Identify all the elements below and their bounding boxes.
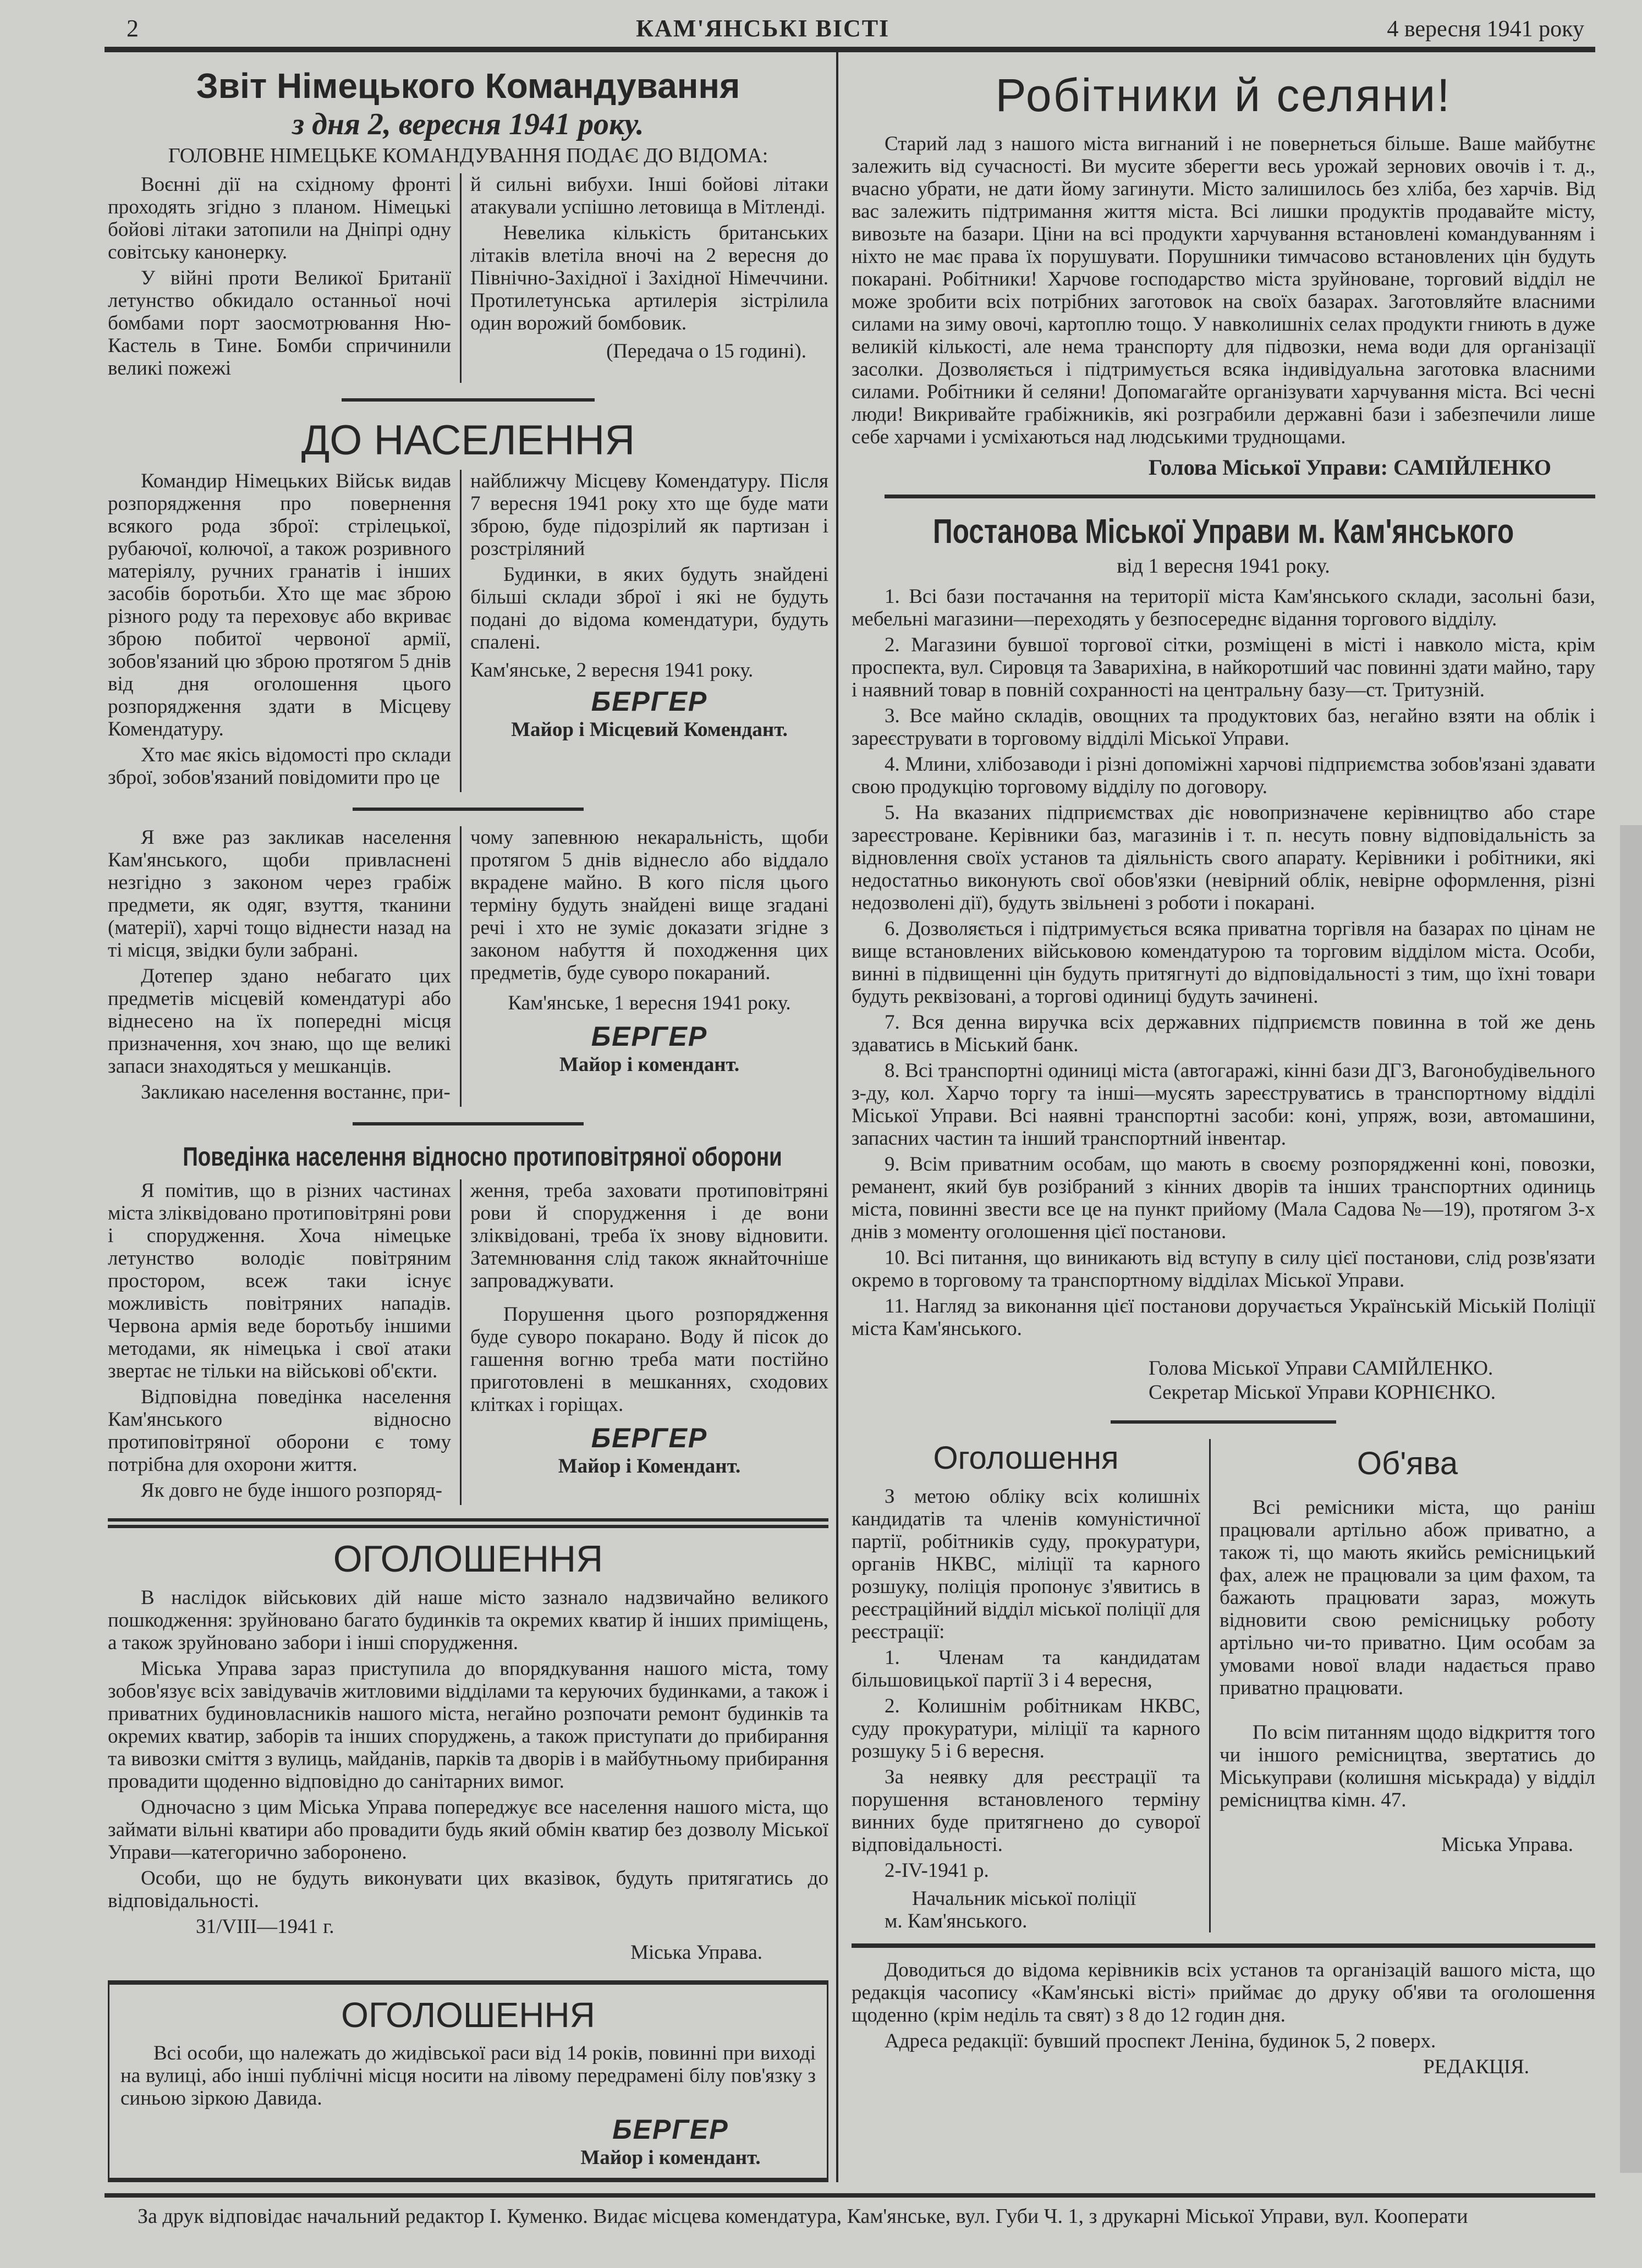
police-notice-body <box>852 1485 1200 1932</box>
newspaper-title: КАМ'ЯНСЬКІ ВІСТІ <box>636 15 890 42</box>
paragraph: Особи, що не будуть виконувати цих вказівок, будуть притягатись до відповідальності. <box>108 1867 828 1912</box>
report-subtitle: з дня 2, вересня 1941 року. <box>292 107 644 141</box>
paragraph: Всі ремісники міста, що раніш працювали артільно абож приватно, а також ті, що мають якийсь ремісницький фах, алеж не працювали за цим фахом, та бажають працювати зараз, можуть відновити свою ремісницьку роботу артільно чи-то приватно. Цим особам за умовами нової влади надається право приватно працювати. <box>1220 1496 1595 1699</box>
announcement-signature: Міська Управа. <box>630 1941 762 1964</box>
decree-item: 11. Нагляд за виконання цієї постанови доручається Українській Міській Поліції міста Кам'янського. <box>852 1295 1595 1340</box>
signature-rank: Майор і Місцевий Комендант. <box>511 718 788 741</box>
section-rule <box>1111 1420 1336 1424</box>
page-header <box>105 14 1595 42</box>
police-signature-line-1: Начальник міської поліції <box>912 1887 1136 1910</box>
double-rule-bottom <box>108 1525 828 1528</box>
paragraph: Міська Управа зараз приступила до впорядкування нашого міста, тому зобов'язує всіх завідувачів житловими відділами та керуючих будинками, а також і приватних будиновласників нашого міста, негайно розпочати ремонт будинків та окремих кватир, заборів та інших споруджень, а також приступати до прибирання та вивозки сміття з вулиць, майданів, парків та дворів і в майбутньому прибирання провадити щоденно відповідно до санітарних вимог. <box>108 1657 828 1793</box>
paragraph: Старий лад з нашого міста вигнаний і не повернеться більше. Ваше майбутнє залежить від сучасності. Ви мусите зберегти весь урожай зернових овочів і т. д., вчасно убрати, не дати йому загинути. Місто залишилось без хліба, без харчів. Від вас залежить підтримання життя міста. Всі лишки продуктів продавайте місту, вивозьте на базари. Ціни на всі продукти харчування встановлені командуванням і ніхто не має права їх порушувати. Порушники тимчасово встановлених цін будуть покарані. Робітники! Харчове господарство міста зруйноване, торговий відділ не може зробити всіх потрібних заготовок на своїх базарах. Заготовляйте власними силами на зиму овочі, картоплю тощо. У навколишніх селах продукти гниють в дуже великій кількості, але нема транспорту для підвозки, нема води для організації засолки. Дозволяється і підтримується всяка індивідуальна заготовка власними силами. Робітники й селяни! Допомагайте організувати харчування міста. Всі чесні люди! Викривайте грабіжників, які розграбили державні бази і забезпечили лише себе харчами і усміхаються над людськими труднощами. <box>852 133 1595 448</box>
air-defense-title-text: Поведінка населення відносно протиповітряної оборони <box>183 1143 782 1172</box>
decree-item: 5. На вказаних підприємствах діє новопризначене керівництво або старе зареєстроване. Керівники баз, магазинів і т. п. несуть повну відповідальність за відновлення своїх установ та діяльність свого апарату. Керівники і робітники, які недостатньо виконують свої обов'язки (невірний облік, невірне оформлення, різні недозволені дії), будуть звільнені з роботи і покарані. <box>852 801 1595 914</box>
section-rule <box>353 808 584 811</box>
decree-items <box>852 585 1595 1340</box>
section-rule <box>885 495 1595 498</box>
footer-imprint: За друк відповідає начальний редактор І. Куменко. Видає місцева комендатура, Кам'янське, вул. Губи Ч. 1, з друкарні Міської Управи, вул. Кооперати <box>138 2205 1468 2228</box>
paragraph: Адреса редакції: бувший проспект Леніна, будинок 5, 2 поверх. <box>885 2030 1436 2052</box>
police-notice-title: Оголошення <box>933 1440 1119 1476</box>
torn-edge <box>1620 825 1642 2173</box>
paragraph: Одночасно з цим Міська Управа попереджує все населення нашого міста, що займати вільні кватири або провадити будь який обмін кватир без дозволу Міської Управи—категорично заборонено. <box>108 1796 828 1864</box>
decree-item: 1. Всі бази постачання на території міста Кам'янського склади, засольні бази, мебельні магазини—переходять у безпосереднє відання торгового відділу. <box>852 585 1595 630</box>
paragraph: Закликаю населення востаннє, при- <box>141 1081 451 1103</box>
air-defense-columns <box>108 1179 828 1505</box>
signature: БЕРГЕР <box>591 686 708 717</box>
page-columns <box>105 52 1595 2182</box>
police-notice-date: 2-IV-1941 р. <box>885 1859 989 1882</box>
paragraph: Воєнні дії на східному фронті проходять згідно з планом. Німецькі бойові літаки затопили на Дніпрі одну совітську канонерку. <box>108 173 451 263</box>
report-column-2 <box>460 173 828 383</box>
section-rule <box>852 1943 1595 1948</box>
paragraph: Відповідна поведінка населення Кам'янського відносно протиповітряної оборони є тому потрібна для охорони життя. <box>108 1386 451 1476</box>
announcement-date: 31/VIII—1941 г. <box>196 1915 334 1938</box>
decree-title-text: Постанова Міської Управи м. Кам'янського <box>932 513 1514 551</box>
paragraph: Як довго не буде іншого розпоряд- <box>141 1479 442 1502</box>
notices-columns <box>852 1439 1595 1932</box>
announcement-body <box>108 1586 828 1964</box>
decree-date: від 1 вересня 1941 року. <box>1117 554 1330 578</box>
decree-item: 10. Всі питання, що виникають від вступу в силу цієї постанови, слід розв'язати окремо в торговому та транспортному відділах Міської Управи. <box>852 1246 1595 1292</box>
decree-item: 3. Все майно складів, овощних та продуктових баз, негайно взяти на облік і зареєструвати в торговому відділі Міської Управи. <box>852 705 1595 750</box>
paragraph: чому запевнюю некаральність, щоби протягом 5 днів віднесло або віддало вкрадене майно. В кого після цього терміну будуть знайдені вище згадані речі і хто не зуміє доказати згідне з законом набуття й походження цих предметів, буде суворо покараний. <box>470 826 828 984</box>
editorial-signature: РЕДАКЦІЯ. <box>1423 2056 1529 2078</box>
place-date: Кам'янське, 1 вересня 1941 року. <box>508 992 791 1014</box>
workers-signature: Голова Міської Управи: САМІЙЛЕНКО <box>1148 455 1551 480</box>
signature-rank: Майор і комендант. <box>580 2146 761 2169</box>
paragraph: Командир Німецьких Військ видав розпорядження про повернення всякого рода зброї: стрілецької, рубаючої, колючої, а також розривного матеріялу, ручних гранатів і інших засобів боротьби. Хто ще має зброю різного роду та переховує або вкриває зброю побитої червоної армії, зобов'язаний цю зброю протягом 5 днів від дня оголошення цього розпорядження здати в Місцеву Комендатуру. <box>108 470 451 740</box>
crafts-notice-body <box>1220 1496 1595 1856</box>
report-lead: ГОЛОВНЕ НІМЕЦЬКЕ КОМАНДУВАННЯ ПОДАЄ ДО ВІДОМА: <box>168 144 768 167</box>
signature: БЕРГЕР <box>591 1021 708 1052</box>
air-defense-title <box>108 1141 828 1174</box>
paragraph: 2. Колишнім робітникам НКВС, суду прокуратури, міліції та карного розшуку 5 і 6 вересня. <box>852 1695 1200 1762</box>
population-title: ДО НАСЕЛЕННЯ <box>301 417 635 464</box>
decree-item: 9. Всім приватним особам, що мають в своєму розпорядженні коні, повозки, реманент, який був розібраний з кінних дворів та інших транспортних одиниць міста, повинні звести все це на пункт прийому (Мала Садова №—19), протягом 3-х днів з моменту оголошення цієї постанови. <box>852 1153 1595 1243</box>
paragraph: ження, треба заховати протиповітряні рови й спорудження і де вони зліквідовані, треба їх знову відновити. Затемнювання слід також якнайточніше запроваджувати. <box>470 1179 828 1292</box>
paragraph: Доводиться до відома керівників всіх установ та організацій вашого міста, що редакція часопису «Кам'янські вісті» приймає до друку об'яви та оголошення щоденно (крім неділь та свят) з 8 до 12 годин дня. <box>852 1959 1595 2027</box>
signature-rank: Майор і Комендант. <box>558 1455 741 1478</box>
workers-body <box>852 133 1595 448</box>
signature: БЕРГЕР <box>591 1423 708 1453</box>
right-column <box>836 52 1595 2182</box>
appeal-columns <box>108 826 828 1107</box>
paragraph: й сильні вибухи. Інші бойові літаки атакували успішно летовища в Мітленді. <box>470 173 828 218</box>
decree-item: 8. Всі транспортні одиниці міста (автогаражі, кінні бази ДГЗ, Вагонобудівельного з-ду, кол. Харчо торгу та інші—мусять зареєструватись в транспортному відділі Міської Управи. Всі наявні транспортні засоби: коні, упряж, вози, автомашини, запасних частин та інший транспортний інвентар. <box>852 1059 1595 1150</box>
editorial-body <box>852 1959 1595 2078</box>
issue-date: 4 вересня 1941 року <box>1387 17 1584 42</box>
paragraph: 1. Членам та кандидатам більшовицької партії 3 і 4 вересня, <box>852 1646 1200 1692</box>
appeal-column-2 <box>460 826 828 1107</box>
report-note: (Передача о 15 годині). <box>606 340 806 363</box>
police-notice <box>852 1439 1209 1932</box>
paragraph: Всі особи, що належать до жидівської раси від 14 років, повинні при виході на вулиці, або інші публічні місця носити на лівому передрамені білу пов'язку з синьою зіркою Давида. <box>120 2042 816 2110</box>
signature-line: Голова Міської Управи САМІЙЛЕНКО. <box>1149 1357 1493 1380</box>
decree-signatures <box>1149 1357 1595 1405</box>
paragraph: Дотепер здано небагато цих предметів місцевій комендатурі або віднесено на їх попередні місця призначення, хоч знаю, що ще великі запаси знаходяться у мешканців. <box>108 965 451 1078</box>
crafts-notice-title: Об'ява <box>1357 1446 1458 1481</box>
announcement-title: ОГОЛОШЕННЯ <box>333 1538 603 1580</box>
crafts-notice-signature: Міська Управа. <box>1441 1833 1573 1856</box>
population-columns <box>108 470 828 792</box>
place-date: Кам'янське, 2 вересня 1941 року. <box>470 659 754 682</box>
double-rule-top <box>108 1518 828 1522</box>
signature-rank: Майор і комендант. <box>559 1053 740 1076</box>
report-columns <box>108 173 828 383</box>
paragraph: По всім питанням щодо відкриття того чи іншого ремісництва, звертатись до Міськуправи (колишня міськрада) у відділ ремісництва кімн. 47. <box>1220 1721 1595 1811</box>
page-number: 2 <box>127 15 139 42</box>
signature: БЕРГЕР <box>612 2114 729 2145</box>
paragraph: Я вже раз закликав населення Кам'янського, щоби привласнені незгідно з законом через грабіж предмети, як одяг, взуття, тканини (матерії), харчі тощо віднести назад на ті місця, звідки були забрані. <box>108 826 451 962</box>
appeal-column-1 <box>108 826 460 1107</box>
paragraph: Будинки, в яких будуть знайдені більші склади зброї і які не будуть подані до відома комендатури, будуть спалені. <box>470 563 828 654</box>
boxed-signature-block <box>539 2113 803 2170</box>
header-rule <box>105 47 1595 52</box>
report-title: Звіт Німецького Командування <box>196 66 740 106</box>
paragraph: Порушення цього розпорядження буде суворо покарано. Воду й пісок до гашення вогню треба мати постійно приготовлені в мешканнях, сходових клітках і горіщах. <box>470 1303 828 1416</box>
paragraph: У війні проти Великої Британії летунство обкидало останньої ночі бомбами порт заосмотрювання Ню-Кастель в Тине. Бомби спричинили великі пожежі <box>108 267 451 380</box>
paragraph: Хто має якісь відомості про склади зброї, зобов'язаний повідомити про це <box>108 744 451 789</box>
paragraph: За неявку для реєстрації та порушення встановленого терміну винних буде притягнено до суворої відповідальності. <box>852 1766 1200 1856</box>
signature-line: Секретар Міської Управи КОРНІЄНКО. <box>1149 1381 1496 1404</box>
population-column-2 <box>460 470 828 792</box>
decree-item: 6. Дозволяється і підтримується всяка приватна торгівля на базарах по цінам не вище встановлених військовою комендатурою та торговим відділом міста. Особи, винні в підвищенні цін будуть притягнуті до відповідальності з тим, що їхні товари будуть реквізовані, а торгові одиниці будуть зачинені. <box>852 918 1595 1008</box>
footer-rule <box>105 2193 1595 2198</box>
paragraph: Невелика кількість британських літаків влетіла вночі на 2 вересня до Північно-Західної і Західної Німеччини. Протилетунська артилерія зістрілила один ворожий бомбовик. <box>470 222 828 334</box>
paragraph: В наслідок військових дій наше місто зазнало надзвичайно великого пошкодження: зруйновано багато будинків та окремих кватир й інших приміщень, а також зруйновано забори і інші спорудження. <box>108 1586 828 1654</box>
decree-item: 4. Млини, хлібозаводи і різні допоміжні харчові підприємства зобов'язані здавати свою продукцію торговому відділу по договору. <box>852 753 1595 798</box>
crafts-notice <box>1209 1439 1595 1932</box>
decree-title <box>852 512 1595 552</box>
report-column-1 <box>108 173 460 383</box>
police-signature-line-2: м. Кам'янського. <box>885 1910 1028 1932</box>
section-rule <box>342 398 595 402</box>
air-defense-column-1 <box>108 1179 460 1505</box>
paragraph: З метою обліку всіх колишніх кандидатів та членів комуністичної партії, робітників суду, прокуратури, органів НКВС, міліції та карного розшуку, поліція пропонує з'явитись в реєстраційний відділ міської поліції для реєстрації: <box>852 1485 1200 1643</box>
section-rule <box>353 1122 584 1125</box>
boxed-announcement-title: ОГОЛОШЕННЯ <box>341 1995 595 2035</box>
decree-item: 2. Магазини бувшої торгової сітки, розміщені в місті і навколо міста, крім проспекта, вул. Сировця та Заварихіна, в найкоротший час повинні здати майно, тару і наявний товар в повній сохранності на центральну базу—ст. Тритузній. <box>852 634 1595 701</box>
boxed-announcement <box>108 1980 828 2182</box>
population-column-1 <box>108 470 460 792</box>
decree-item: 7. Вся денна виручка всіх державних підприємств повинна в той же день здаватись в Міський банк. <box>852 1011 1595 1056</box>
left-column <box>105 52 836 2182</box>
paragraph: найближчу Місцеву Комендатуру. Після 7 вересня 1941 року хто ще буде мати зброю, буде підозрілий як партизан і розстріляний <box>470 470 828 560</box>
air-defense-column-2 <box>460 1179 828 1505</box>
workers-title: Робітники й селяни! <box>995 69 1452 121</box>
boxed-announcement-body <box>120 2042 816 2110</box>
paragraph: Я помітив, що в різних частинах міста зліквідовано протиповітряні рови і спорудження. Хоча німецьке летунство володіє повітряним простором, всеж таки існує можливість повітряних нападів. Червона армія веде боротьбу іншими методами, як німецька і свої атаки звертає не тільки на військові об'єкти. <box>108 1179 451 1382</box>
